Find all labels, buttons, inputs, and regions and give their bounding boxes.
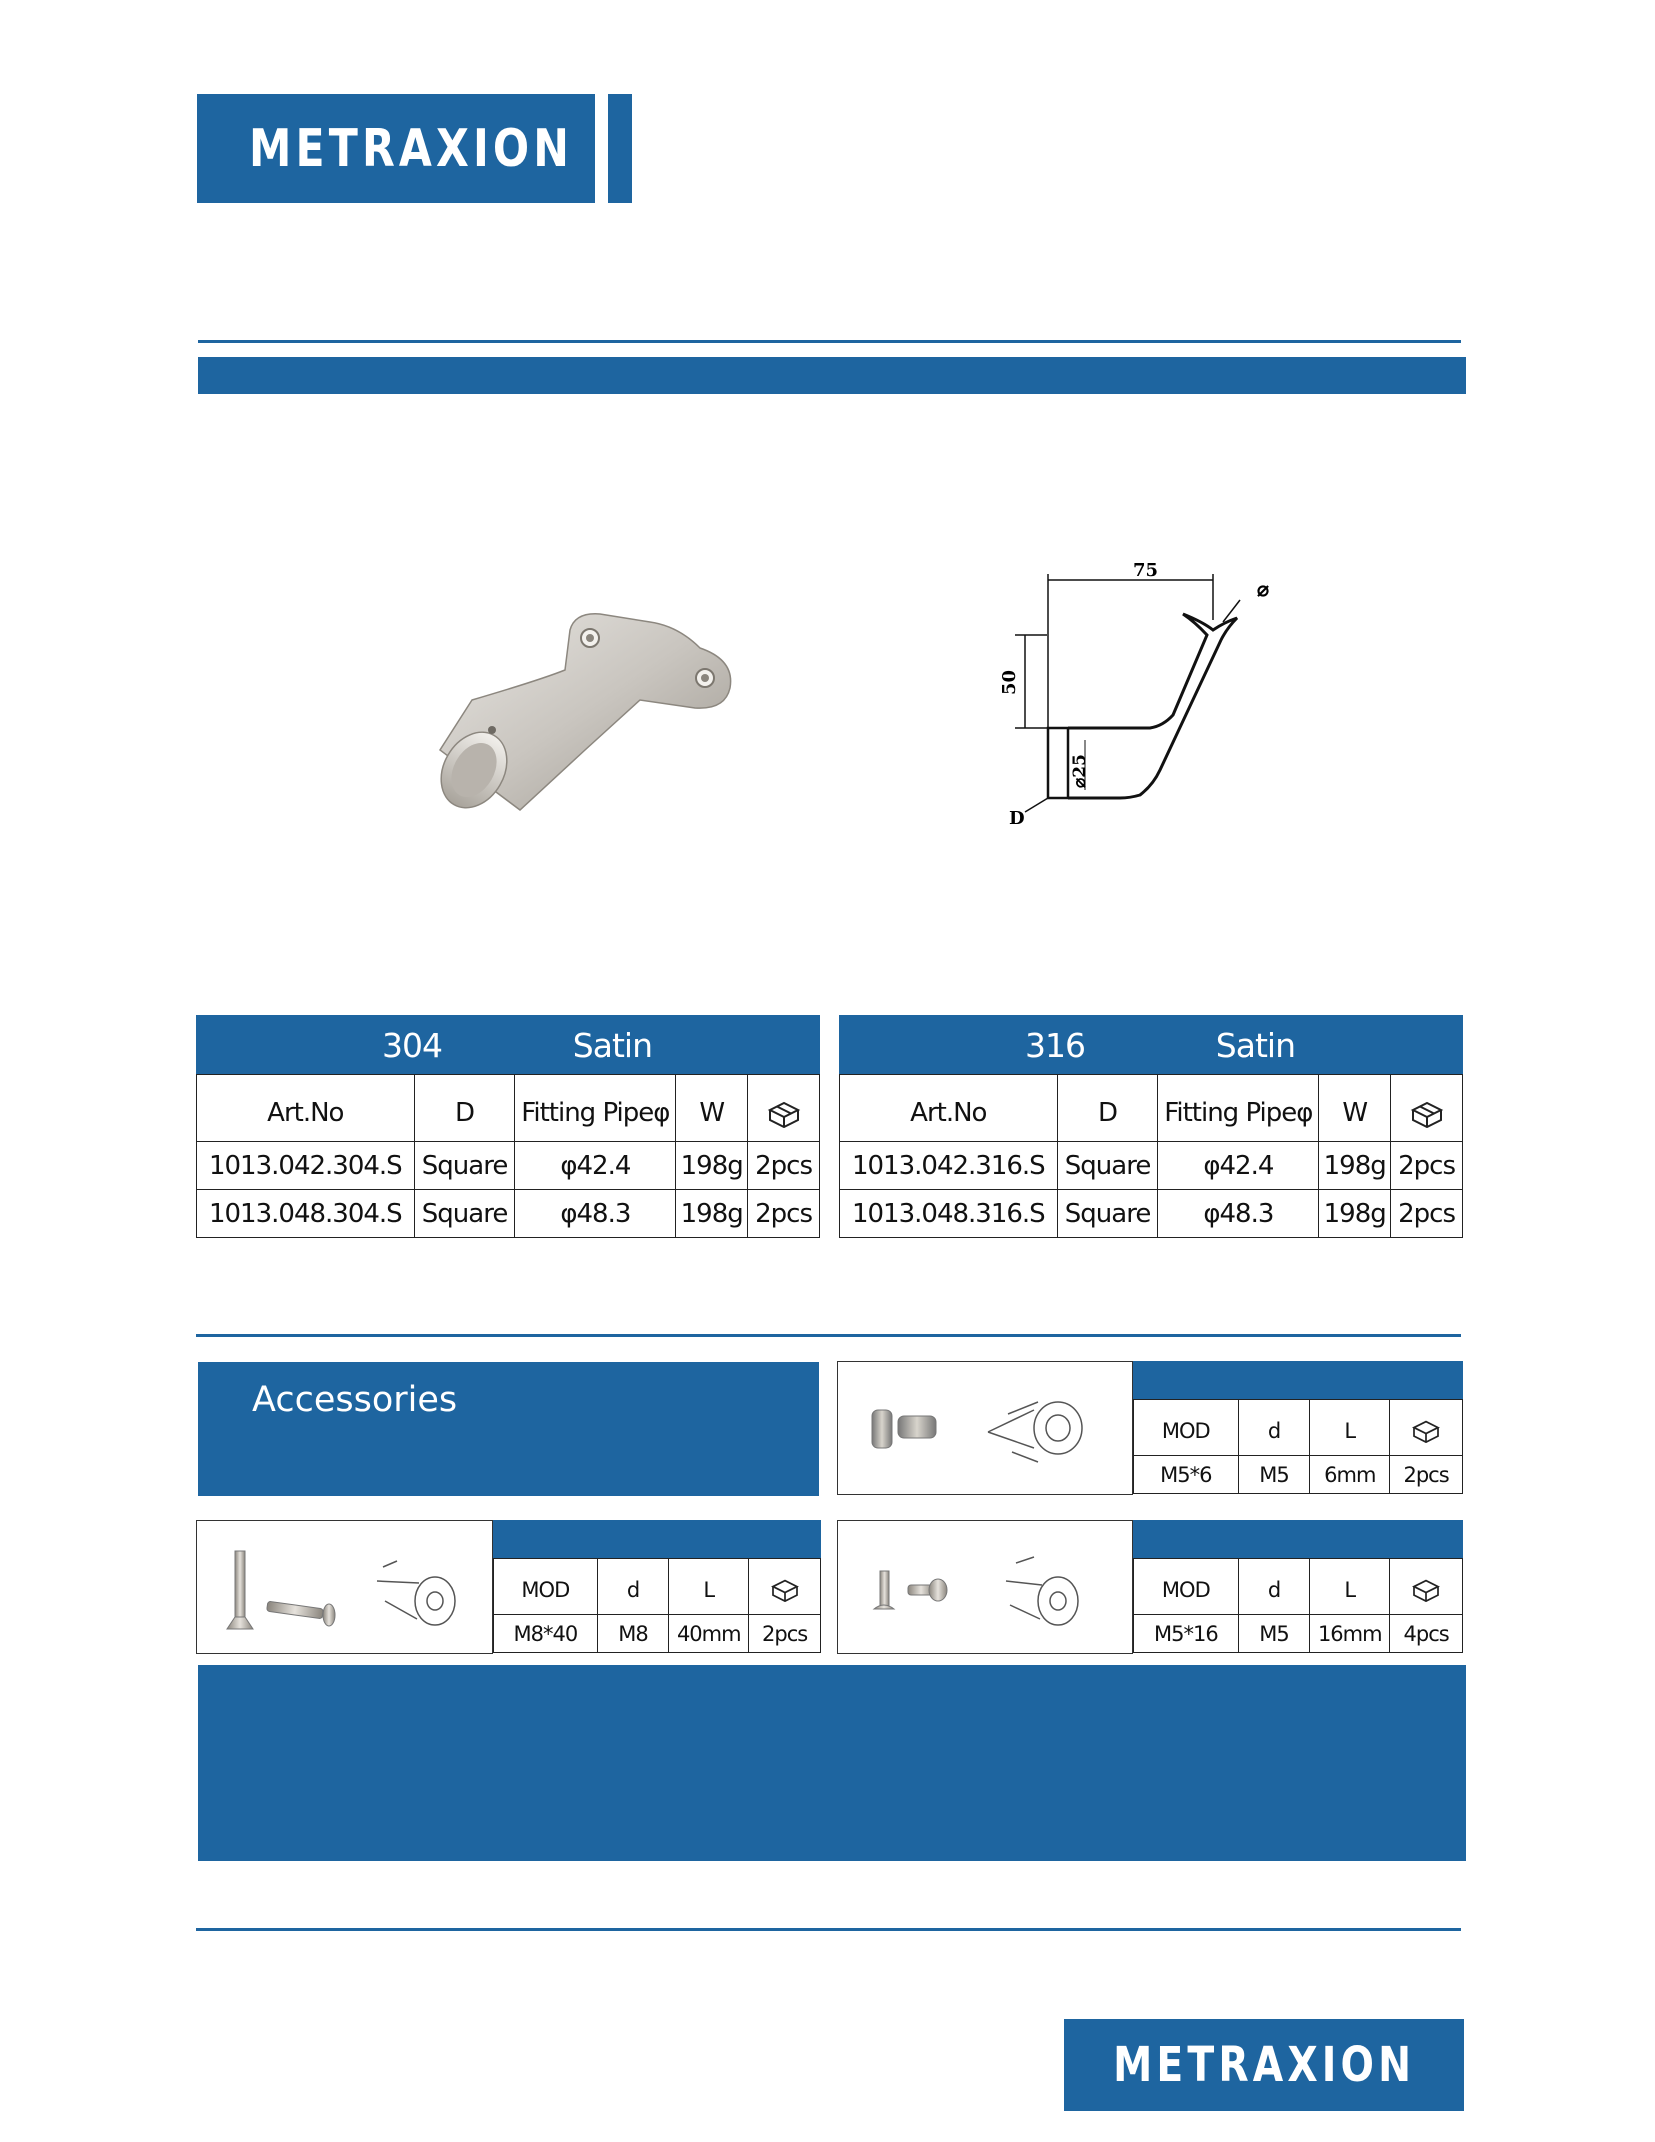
cell-pipe: φ48.3 (1158, 1190, 1319, 1238)
cell-package: 4pcs (1390, 1615, 1463, 1653)
col-package (749, 1559, 821, 1615)
spec-table-304 (196, 1015, 820, 1238)
cell-d: M5 (1238, 1456, 1310, 1494)
accessory-image-countersunk-bolt (196, 1520, 493, 1654)
cell-art-no: 1013.048.304.S (197, 1190, 415, 1238)
col-d: D (1057, 1075, 1158, 1142)
cell-d: Square (1057, 1142, 1158, 1190)
col-art-no: Art.No (840, 1075, 1058, 1142)
table-row (840, 1142, 1463, 1190)
box-icon (1409, 1100, 1445, 1128)
col-weight: W (1319, 1075, 1391, 1142)
dim-d-label: D (1009, 808, 1025, 829)
dim-tube-label: ⌀25 (1070, 754, 1090, 788)
spec-table-header (197, 1016, 820, 1075)
table-row (494, 1615, 821, 1653)
table-row (1134, 1456, 1463, 1494)
cell-package: 2pcs (1390, 1456, 1463, 1494)
cell-mod: M5*6 (1134, 1456, 1239, 1494)
cell-mod: M5*16 (1134, 1615, 1239, 1653)
cell-d: M5 (1238, 1615, 1310, 1653)
col-package (1390, 1400, 1463, 1456)
cell-weight: 198g (1319, 1190, 1391, 1238)
accessory-image-set-screw (837, 1361, 1133, 1495)
cell-pipe: φ42.4 (1158, 1142, 1319, 1190)
col-d: D (414, 1075, 515, 1142)
cell-art-no: 1013.042.304.S (197, 1142, 415, 1190)
finish-label: Satin (572, 1025, 652, 1065)
cell-d: M8 (597, 1615, 669, 1653)
col-fitting-pipe: Fitting Pipeφ (515, 1075, 676, 1142)
cell-weight: 198g (676, 1142, 748, 1190)
technical-drawing (985, 550, 1325, 850)
table-row (840, 1190, 1463, 1238)
col-package (1391, 1075, 1463, 1142)
set-screw-icon (838, 1362, 1134, 1496)
cell-package: 2pcs (749, 1615, 821, 1653)
cell-l: 16mm (1310, 1615, 1390, 1653)
box-icon (766, 1100, 802, 1128)
col-mod: MOD (1134, 1559, 1239, 1615)
title-banner (198, 357, 1466, 394)
accessory-table-header (1134, 1521, 1463, 1559)
col-weight: W (676, 1075, 748, 1142)
cell-l: 40mm (669, 1615, 749, 1653)
col-art-no: Art.No (197, 1075, 415, 1142)
cell-d: Square (1057, 1190, 1158, 1238)
col-mod: MOD (1134, 1400, 1239, 1456)
notes-panel (198, 1665, 1466, 1861)
footer-logo (1064, 2019, 1464, 2111)
cell-d: Square (414, 1190, 515, 1238)
divider-top (198, 340, 1461, 343)
spec-table-316 (839, 1015, 1463, 1238)
finish-label: Satin (1215, 1025, 1295, 1065)
grade-label: 316 (1025, 1025, 1085, 1065)
cell-package: 2pcs (748, 1142, 820, 1190)
col-package (1390, 1559, 1463, 1615)
box-icon (769, 1578, 801, 1602)
cell-art-no: 1013.042.316.S (840, 1142, 1058, 1190)
dim-height-label: 50 (999, 669, 1020, 695)
spec-table-header (840, 1016, 1463, 1075)
accessory-table-m8x40 (493, 1520, 821, 1653)
box-icon (1410, 1578, 1442, 1602)
countersunk-bolt-icon (197, 1521, 494, 1655)
col-fitting-pipe: Fitting Pipeφ (1158, 1075, 1319, 1142)
col-l: L (669, 1559, 749, 1615)
logo-accent-bar (608, 94, 632, 203)
table-row (197, 1142, 820, 1190)
cell-d: Square (414, 1142, 515, 1190)
cell-mod: M8*40 (494, 1615, 598, 1653)
cell-package: 2pcs (1391, 1190, 1463, 1238)
divider-accessories (196, 1334, 1461, 1337)
cell-weight: 198g (1319, 1142, 1391, 1190)
col-package (748, 1075, 820, 1142)
cell-art-no: 1013.048.316.S (840, 1190, 1058, 1238)
cell-pipe: φ48.3 (515, 1190, 676, 1238)
dim-width-label: 75 (1133, 560, 1159, 581)
grade-label: 304 (382, 1025, 442, 1065)
col-d: d (1238, 1559, 1310, 1615)
accessory-table-header (494, 1521, 821, 1559)
table-row (1134, 1615, 1463, 1653)
col-mod: MOD (494, 1559, 598, 1615)
dim-phi-label: ⌀ (1257, 577, 1270, 601)
col-d: d (597, 1559, 669, 1615)
divider-bottom (196, 1928, 1461, 1931)
accessory-table-m5x6 (1133, 1361, 1463, 1494)
footer-logo-text: METRAXION (1113, 2037, 1415, 2093)
accessories-title: Accessories (252, 1380, 458, 1420)
brand-logo (197, 94, 595, 203)
cell-package: 2pcs (748, 1190, 820, 1238)
col-l: L (1310, 1559, 1390, 1615)
product-photo (400, 600, 760, 830)
cell-weight: 198g (676, 1190, 748, 1238)
accessory-table-header (1134, 1362, 1463, 1400)
brand-logo-text: METRAXION (249, 118, 574, 179)
col-l: L (1310, 1400, 1390, 1456)
button-head-screw-icon (838, 1521, 1134, 1655)
table-row (197, 1190, 820, 1238)
cell-l: 6mm (1310, 1456, 1390, 1494)
box-icon (1410, 1419, 1442, 1443)
col-d: d (1238, 1400, 1310, 1456)
cell-package: 2pcs (1391, 1142, 1463, 1190)
accessory-table-m5x16 (1133, 1520, 1463, 1653)
accessory-image-button-screw (837, 1520, 1133, 1654)
cell-pipe: φ42.4 (515, 1142, 676, 1190)
